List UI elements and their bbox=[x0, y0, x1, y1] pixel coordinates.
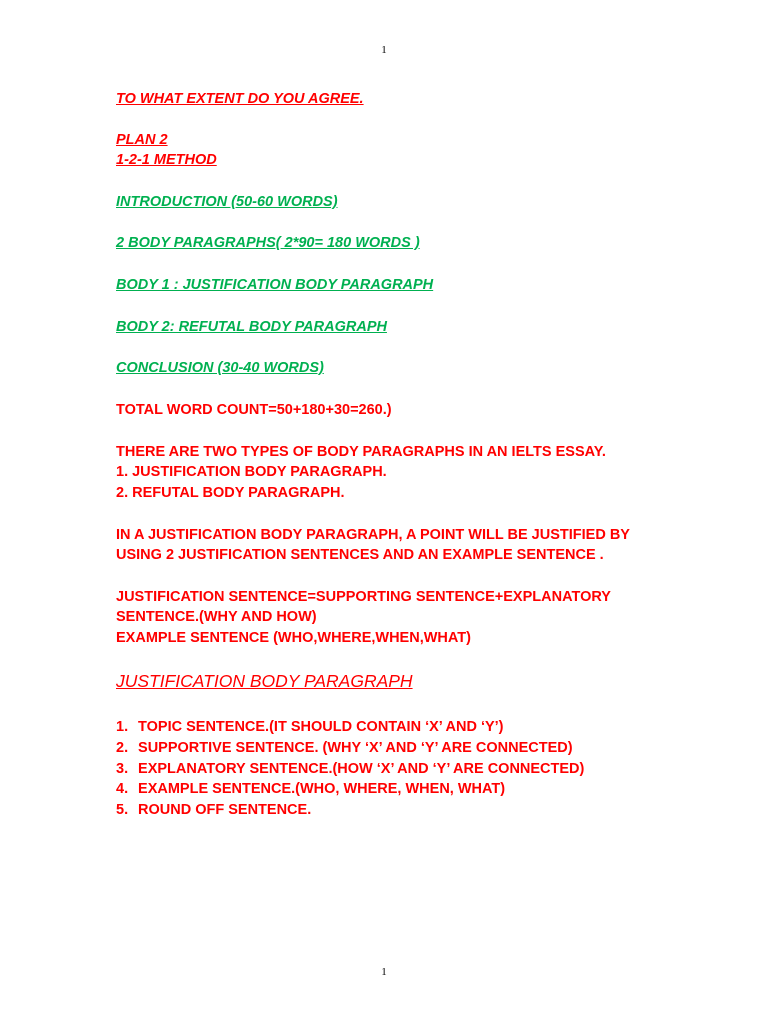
list-item-number: 2. bbox=[116, 740, 129, 756]
definition-line-2: SENTENCE.(WHY AND HOW) bbox=[116, 609, 317, 625]
body1-label: BODY 1 : JUSTIFICATION BODY PARAGRAPH bbox=[116, 277, 434, 293]
list-item bbox=[116, 801, 311, 819]
definition-line-1: JUSTIFICATION SENTENCE=SUPPORTING SENTENCE+EXPLANATORY bbox=[116, 589, 611, 605]
body2-label: BODY 2: REFUTAL BODY PARAGRAPH bbox=[116, 319, 387, 335]
plan-label: PLAN 2 bbox=[116, 132, 168, 148]
header-page-number: 1 bbox=[381, 44, 387, 56]
list-item bbox=[116, 739, 573, 757]
list-item bbox=[116, 760, 584, 778]
conclusion-label: CONCLUSION (30-40 WORDS) bbox=[116, 360, 324, 376]
types-item-1: 1. JUSTIFICATION BODY PARAGRAPH. bbox=[116, 464, 387, 480]
list-item-number: 1. bbox=[116, 719, 129, 735]
types-item-2: 2. REFUTAL BODY PARAGRAPH. bbox=[116, 485, 345, 501]
list-item-text: EXPLANATORY SENTENCE.(HOW ‘X’ AND ‘Y’ ARE CONNECTED) bbox=[138, 761, 585, 777]
list-item bbox=[116, 718, 504, 736]
list-item-text: ROUND OFF SENTENCE. bbox=[138, 802, 312, 818]
footer-page-number: 1 bbox=[381, 966, 387, 978]
total-word-count: TOTAL WORD COUNT=50+180+30=260.) bbox=[116, 402, 392, 418]
list-item bbox=[116, 780, 505, 798]
introduction-label: INTRODUCTION (50-60 WORDS) bbox=[116, 194, 338, 210]
list-item-text: TOPIC SENTENCE.(IT SHOULD CONTAIN ‘X’ AND ‘Y’) bbox=[138, 719, 504, 735]
justification-explanation-line-1: IN A JUSTIFICATION BODY PARAGRAPH, A POINT WILL BE JUSTIFIED BY bbox=[116, 527, 630, 543]
types-intro: THERE ARE TWO TYPES OF BODY PARAGRAPHS IN AN IELTS ESSAY. bbox=[116, 444, 606, 460]
justification-explanation-line-2: USING 2 JUSTIFICATION SENTENCES AND AN EXAMPLE SENTENCE . bbox=[116, 547, 604, 563]
list-item-text: EXAMPLE SENTENCE.(WHO, WHERE, WHEN, WHAT) bbox=[138, 781, 506, 797]
list-item-number: 3. bbox=[116, 761, 129, 777]
list-item-text: SUPPORTIVE SENTENCE. (WHY ‘X’ AND ‘Y’ ARE CONNECTED) bbox=[138, 740, 573, 756]
body-paragraphs-label: 2 BODY PARAGRAPHS( 2*90= 180 WORDS ) bbox=[116, 235, 420, 251]
justification-section-title: JUSTIFICATION BODY PARAGRAPH bbox=[116, 671, 413, 691]
list-item-number: 4. bbox=[116, 781, 129, 797]
question-heading: TO WHAT EXTENT DO YOU AGREE. bbox=[116, 91, 364, 107]
list-item-number: 5. bbox=[116, 802, 129, 818]
method-label: 1-2-1 METHOD bbox=[116, 152, 217, 168]
definition-line-3: EXAMPLE SENTENCE (WHO,WHERE,WHEN,WHAT) bbox=[116, 630, 471, 646]
